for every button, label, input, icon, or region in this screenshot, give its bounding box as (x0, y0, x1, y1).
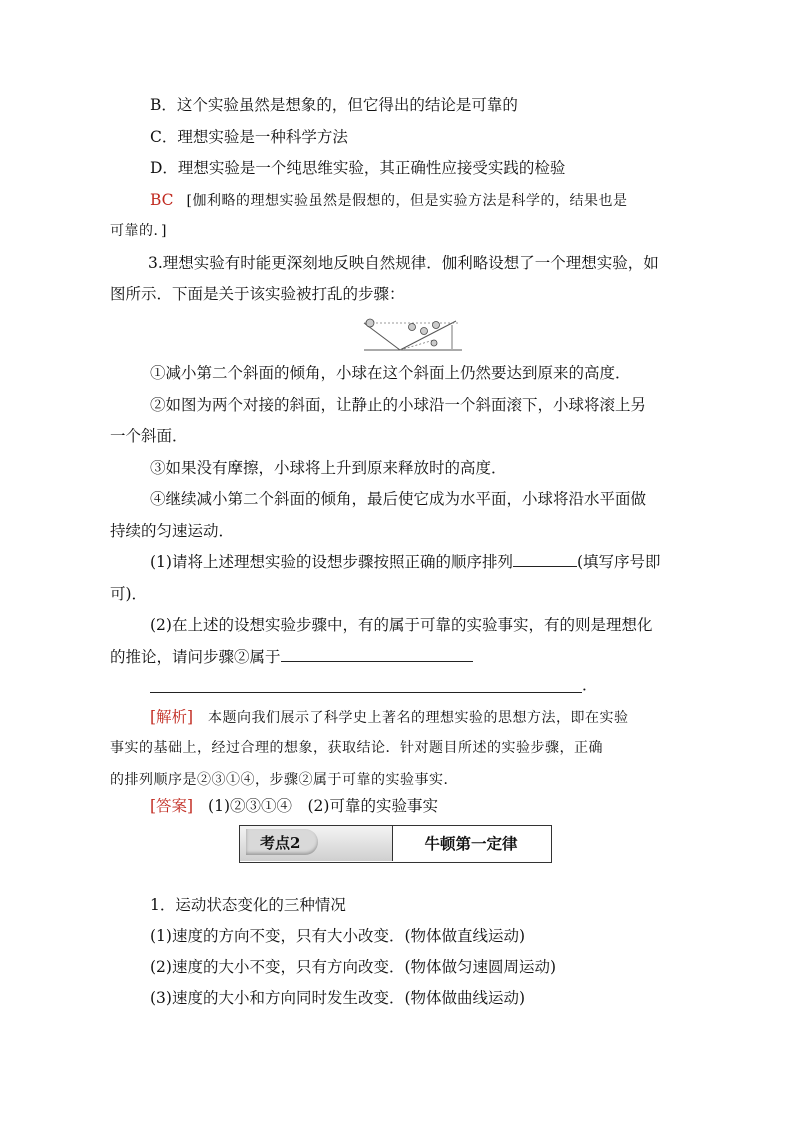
answer-letters: BC (150, 191, 174, 209)
sub1-suffix: (填写序号即 (576, 553, 661, 571)
analysis-text-3: 的排列顺序是②③①④，步骤②属于可靠的实验事实． (110, 772, 458, 788)
sub-question-2-cont (110, 647, 473, 667)
final-answer-tag: [答案] (150, 797, 194, 815)
q3-stem-line2: 图所示．下面是关于该实验被打乱的步骤： (110, 285, 405, 303)
option-c: C．理想实验是一种科学方法 (150, 128, 348, 146)
option-b: B．这个实验虽然是想象的，但它得出的结论是可靠的 (150, 96, 518, 114)
analysis-row (150, 707, 629, 728)
final-answer-text: (1)②③①④ (2)可靠的实验事实 (208, 797, 438, 815)
step-2: ②如图为两个对接的斜面，让静止的小球沿一个斜面滚下，小球将滚上另 (150, 396, 647, 414)
section-label: 考点2 (260, 834, 301, 852)
sub2-prefix: 的推论，请问步骤②属于 (110, 648, 281, 666)
analysis-tag: [解析] (150, 708, 194, 726)
option-d: D．理想实验是一个纯思维实验，其正确性应接受实践的检验 (150, 159, 566, 177)
content-item-2: (2)速度的大小不变，只有方向改变．(物体做匀速圆周运动) (150, 958, 557, 976)
inclined-planes-figure (362, 315, 466, 353)
step-4: ④继续减小第二个斜面的倾角，最后使它成为水平面，小球将沿水平面做 (150, 490, 647, 508)
section-header (239, 825, 552, 863)
q3-stem-line1: 3.理想实验有时能更深刻地反映自然规律．伽利略设想了一个理想实验，如 (148, 254, 659, 272)
section-label-cell (240, 826, 393, 861)
section-title: 牛顿第一定律 (424, 834, 518, 853)
analysis-text: 本题向我们展示了科学史上著名的理想实验的思想方法，即在实验 (208, 710, 629, 726)
sub1-prefix: (1)请将上述理想实验的设想步骤按照正确的顺序排列 (150, 553, 513, 571)
sub1-answer-blank (513, 552, 577, 567)
sub-question-1 (150, 552, 661, 572)
sub-question-1-cont: 可)． (110, 585, 148, 603)
sub2-answer-blank (281, 647, 473, 662)
content-heading: 1．运动状态变化的三种情况 (150, 896, 346, 914)
answer-blank-line (150, 692, 582, 693)
step-1: ①减小第二个斜面的倾角，小球在这个斜面上仍然要达到原来的高度． (150, 364, 631, 382)
step-2-cont: 一个斜面． (110, 427, 188, 445)
content-item-3: (3)速度的大小和方向同时发生改变．(物体做曲线运动) (150, 989, 526, 1007)
answer-explanation: [伽利略的理想实验虽然是假想的，但是实验方法是科学的，结果也是 (186, 193, 628, 209)
sub-question-2: (2)在上述的设想实验步骤中，有的属于可靠的实验事实，有的则是理想化 (150, 616, 653, 634)
analysis-text-2: 事实的基础上，经过合理的想象，获取结论．针对题目所述的实验步骤，正确 (110, 740, 603, 756)
step-3: ③如果没有摩擦，小球将上升到原来释放时的高度． (150, 459, 507, 477)
step-4-cont: 持续的匀速运动． (110, 522, 235, 540)
answer2-row (150, 190, 627, 211)
content-item-1: (1)速度的方向不变，只有大小改变．(物体做直线运动) (150, 927, 526, 945)
answer-explanation-cont: 可靠的．] (110, 223, 167, 239)
final-answer-row (150, 796, 438, 816)
blank-line-end: ． (582, 676, 598, 694)
